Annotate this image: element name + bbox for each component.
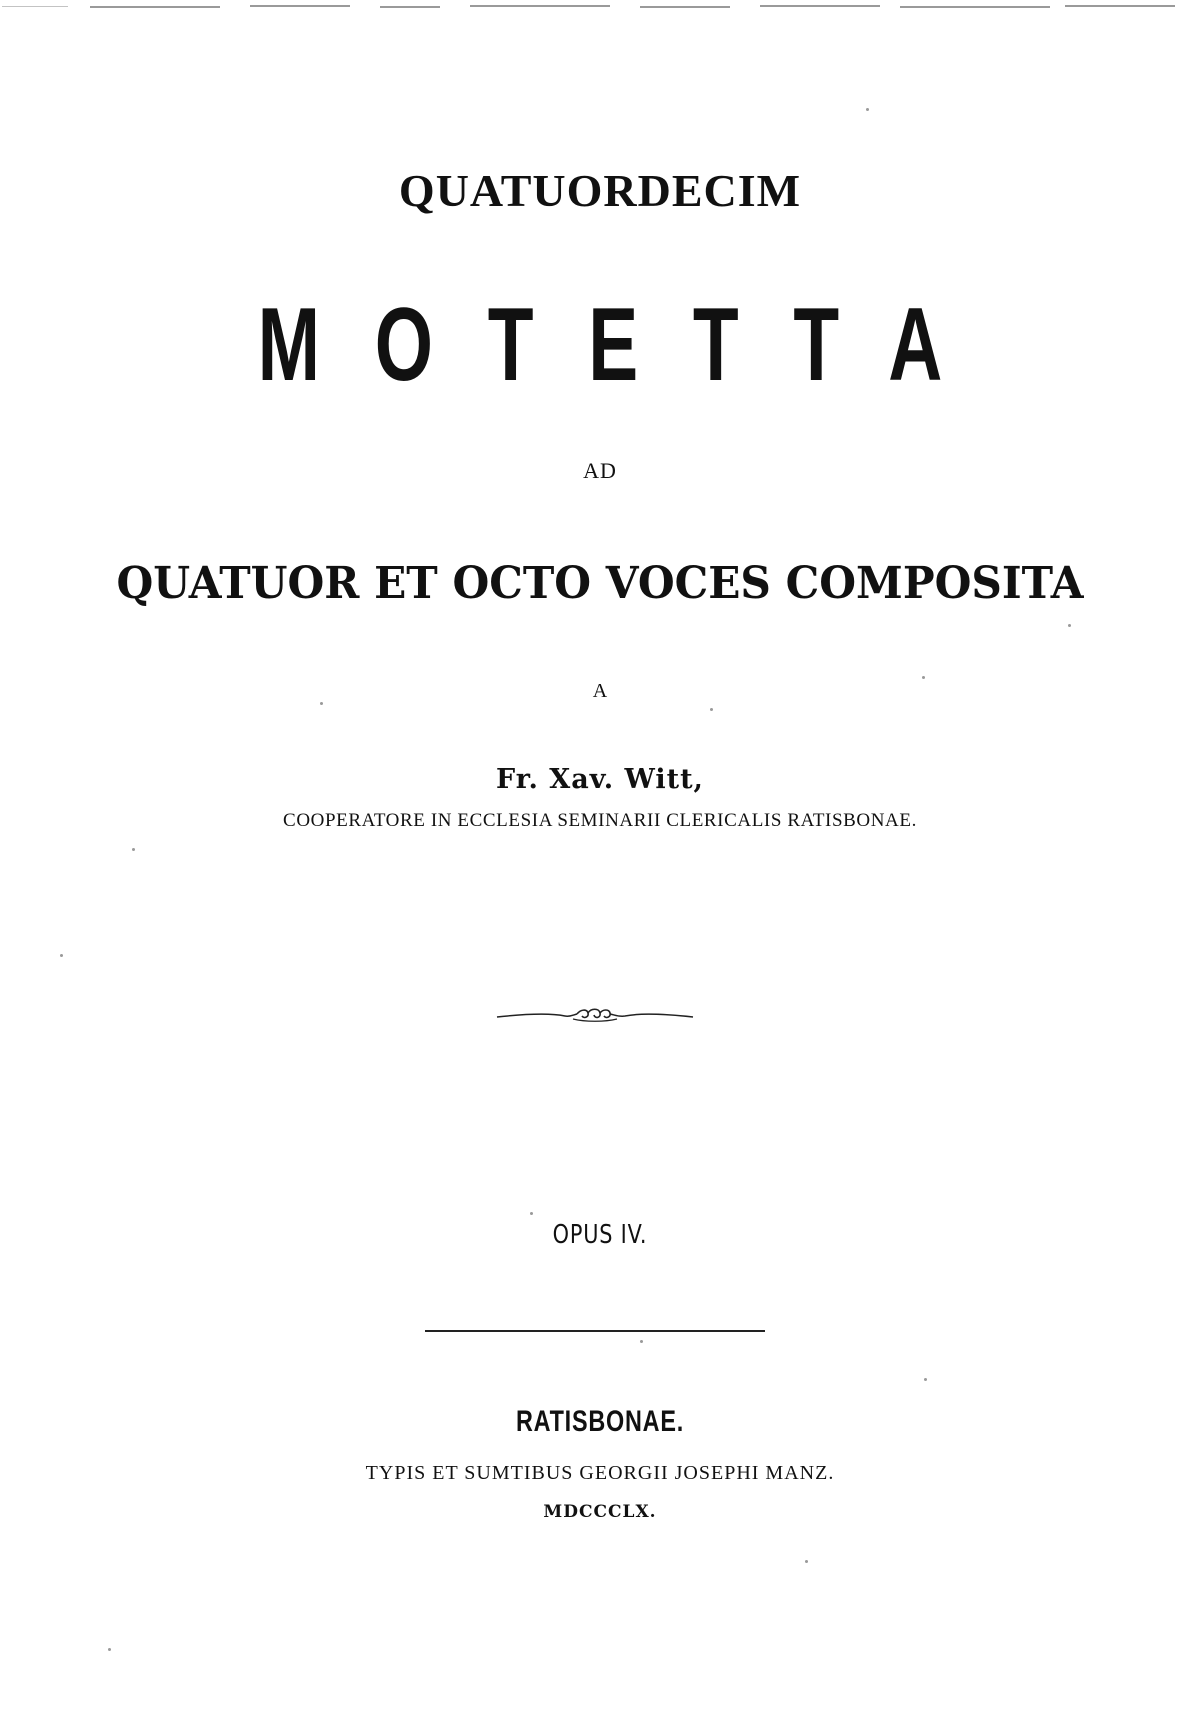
scan-edge-rule <box>900 6 1050 8</box>
scan-edge-rule <box>1065 5 1175 7</box>
scan-edge-rule <box>250 5 350 7</box>
author-affiliation: COOPERATORE IN ECCLESIA SEMINARII CLERICALIS RATISBONAE. <box>283 810 917 831</box>
title-line-3: AD <box>583 458 617 483</box>
scan-edge-rule <box>380 6 440 8</box>
imprint-city: RATISBONAE. <box>515 1405 685 1438</box>
title-line-5: A <box>592 680 608 702</box>
opus-number: OPUS IV. <box>552 1220 648 1250</box>
scan-edge-rule <box>90 6 220 8</box>
imprint-printer: TYPIS ET SUMTIBUS GEORGII JOSEPHI MANZ. <box>365 1462 835 1484</box>
paper-speck <box>640 1340 643 1343</box>
paper-speck <box>108 1648 111 1651</box>
paper-speck <box>710 708 713 711</box>
paper-speck <box>805 1560 808 1563</box>
scan-edge-rule <box>640 6 730 8</box>
flourish-ornament-icon <box>495 1005 695 1027</box>
paper-speck <box>1068 624 1071 627</box>
paper-speck <box>866 108 869 111</box>
title-line-4: QUATUOR ET OCTO VOCES COMPOSITA <box>116 558 1084 609</box>
scan-edge-rule <box>760 5 880 7</box>
paper-speck <box>924 1378 927 1381</box>
paper-speck <box>320 702 323 705</box>
paper-speck <box>132 848 135 851</box>
paper-speck <box>922 676 925 679</box>
paper-speck <box>530 1212 533 1215</box>
title-line-1: QUATUORDECIM <box>398 165 802 216</box>
imprint-year: MDCCCLX. <box>543 1502 657 1522</box>
paper-speck <box>60 954 63 957</box>
scan-artifact <box>2 0 68 7</box>
title-line-2: MOTETTA <box>257 287 998 403</box>
scan-edge-rule <box>470 5 610 7</box>
horizontal-rule <box>425 1330 765 1332</box>
author-name: Fr. Xav. Witt, <box>496 764 704 795</box>
